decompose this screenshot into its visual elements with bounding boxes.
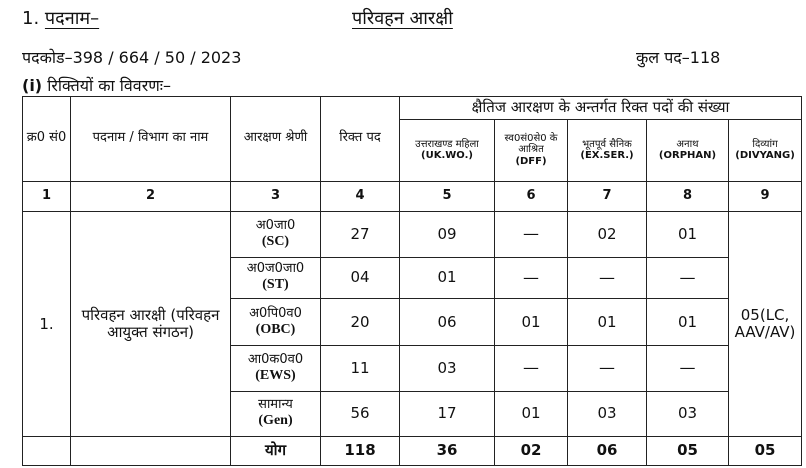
col-number: 1 bbox=[23, 181, 71, 212]
category-en: (SC) bbox=[261, 234, 290, 249]
category-hi: आ0क0व0 bbox=[247, 352, 304, 368]
dff-cell: 01 bbox=[495, 391, 568, 436]
ukwo-cell: 03 bbox=[400, 346, 495, 391]
col-number: 6 bbox=[495, 181, 568, 212]
exser-cell: 02 bbox=[568, 212, 647, 257]
category-en: (EWS) bbox=[255, 367, 296, 383]
total-posts: कुल पद–118 bbox=[636, 48, 721, 67]
orphan-cell: 01 bbox=[647, 298, 729, 345]
header-ukwo bbox=[400, 119, 495, 181]
total-divyang: 05 bbox=[729, 437, 802, 466]
dff-cell: — bbox=[495, 212, 568, 257]
orphan-cell: 03 bbox=[647, 391, 729, 436]
vacancy-cell: 11 bbox=[321, 346, 400, 391]
orphan-cell: — bbox=[647, 257, 729, 298]
total-row bbox=[23, 437, 802, 466]
ukwo-cell: 17 bbox=[400, 391, 495, 436]
vacancy-cell: 20 bbox=[321, 298, 400, 345]
header-dff-en: (DFF) bbox=[515, 155, 547, 167]
post-name: परिवहन आरक्षी bbox=[352, 8, 453, 29]
col-number: 3 bbox=[231, 181, 321, 212]
item-number: 1. bbox=[22, 8, 40, 29]
header-dff-hi: स्व0सं0से0 के आश्रित bbox=[504, 132, 558, 156]
total-orphan: 05 bbox=[647, 437, 729, 466]
exser-cell: 01 bbox=[568, 298, 647, 345]
total-empty bbox=[71, 437, 231, 466]
col-number: 4 bbox=[321, 181, 400, 212]
post-heading bbox=[22, 6, 99, 30]
header-sno: क्र0 सं0 bbox=[23, 97, 71, 182]
header-orphan-en: (ORPHAN) bbox=[658, 150, 717, 162]
category-cell bbox=[231, 257, 321, 298]
col-number: 8 bbox=[647, 181, 729, 212]
dff-cell: — bbox=[495, 346, 568, 391]
section-title: रिक्तियों का विवरणः– bbox=[47, 76, 172, 95]
exser-cell: — bbox=[568, 346, 647, 391]
section-heading bbox=[22, 74, 171, 96]
header-divyang bbox=[729, 119, 802, 181]
category-hi: अ0पि0व0 bbox=[249, 305, 302, 321]
header-exser-en: (EX.SER.) bbox=[580, 150, 634, 162]
header-vacancies: रिक्त पद bbox=[321, 97, 400, 182]
exser-cell: — bbox=[568, 257, 647, 298]
sno-cell: 1. bbox=[23, 212, 71, 437]
post-dept-cell: परिवहन आरक्षी (परिवहन आयुक्त संगठन) bbox=[71, 212, 231, 437]
header-exser-hi: भूतपूर्व सैनिक bbox=[582, 138, 632, 150]
post-code: पदकोड–398 / 664 / 50 / 2023 bbox=[22, 48, 242, 67]
col-number: 7 bbox=[568, 181, 647, 212]
category-en: (ST) bbox=[262, 277, 289, 293]
category-cell bbox=[231, 391, 321, 436]
section-marker: (i) bbox=[22, 76, 43, 95]
col-number: 9 bbox=[729, 181, 802, 212]
category-cell bbox=[231, 212, 321, 257]
header-dff bbox=[495, 119, 568, 181]
total-exser: 06 bbox=[568, 437, 647, 466]
header-category: आरक्षण श्रेणी bbox=[231, 97, 321, 182]
post-label: पदनाम– bbox=[44, 8, 100, 29]
col-number: 5 bbox=[400, 181, 495, 212]
header-ukwo-hi: उत्तराखण्ड महिला bbox=[415, 138, 479, 150]
header-exser bbox=[568, 119, 647, 181]
divyang-cell: 05(LC, AAV/AV) bbox=[729, 212, 802, 437]
dff-cell: 01 bbox=[495, 298, 568, 345]
category-hi: अ0जा0 bbox=[255, 218, 296, 234]
orphan-cell: 01 bbox=[647, 212, 729, 257]
header-divyang-en: (DIVYANG) bbox=[735, 150, 795, 162]
vacancy-cell: 27 bbox=[321, 212, 400, 257]
header-orphan bbox=[647, 119, 729, 181]
total-empty bbox=[23, 437, 71, 466]
ukwo-cell: 06 bbox=[400, 298, 495, 345]
category-hi: अ0ज0जा0 bbox=[246, 261, 305, 277]
category-en: (Gen) bbox=[258, 413, 293, 429]
vacancy-cell: 04 bbox=[321, 257, 400, 298]
vacancy-cell: 56 bbox=[321, 391, 400, 436]
orphan-cell: — bbox=[647, 346, 729, 391]
total-ukwo: 36 bbox=[400, 437, 495, 466]
table-row bbox=[23, 212, 802, 257]
header-horizontal: क्षैतिज आरक्षण के अन्तर्गत रिक्त पदों की संख्या bbox=[400, 97, 802, 120]
exser-cell: 03 bbox=[568, 391, 647, 436]
col-number: 2 bbox=[71, 181, 231, 212]
category-cell bbox=[231, 346, 321, 391]
dff-cell: — bbox=[495, 257, 568, 298]
header-divyang-hi: दिव्यांग bbox=[752, 138, 778, 150]
header-orphan-hi: अनाथ bbox=[676, 138, 699, 150]
category-hi: सामान्य bbox=[258, 397, 293, 413]
total-vacancies: 118 bbox=[321, 437, 400, 466]
vacancy-table bbox=[22, 96, 802, 466]
header-post-dept: पदनाम / विभाग का नाम bbox=[71, 97, 231, 182]
ukwo-cell: 09 bbox=[400, 212, 495, 257]
total-label: योग bbox=[231, 437, 321, 466]
column-number-row bbox=[23, 181, 802, 212]
category-en: (OBC) bbox=[255, 321, 296, 337]
category-cell bbox=[231, 298, 321, 345]
ukwo-cell: 01 bbox=[400, 257, 495, 298]
total-dff: 02 bbox=[495, 437, 568, 466]
header-ukwo-en: (UK.WO.) bbox=[421, 150, 473, 162]
